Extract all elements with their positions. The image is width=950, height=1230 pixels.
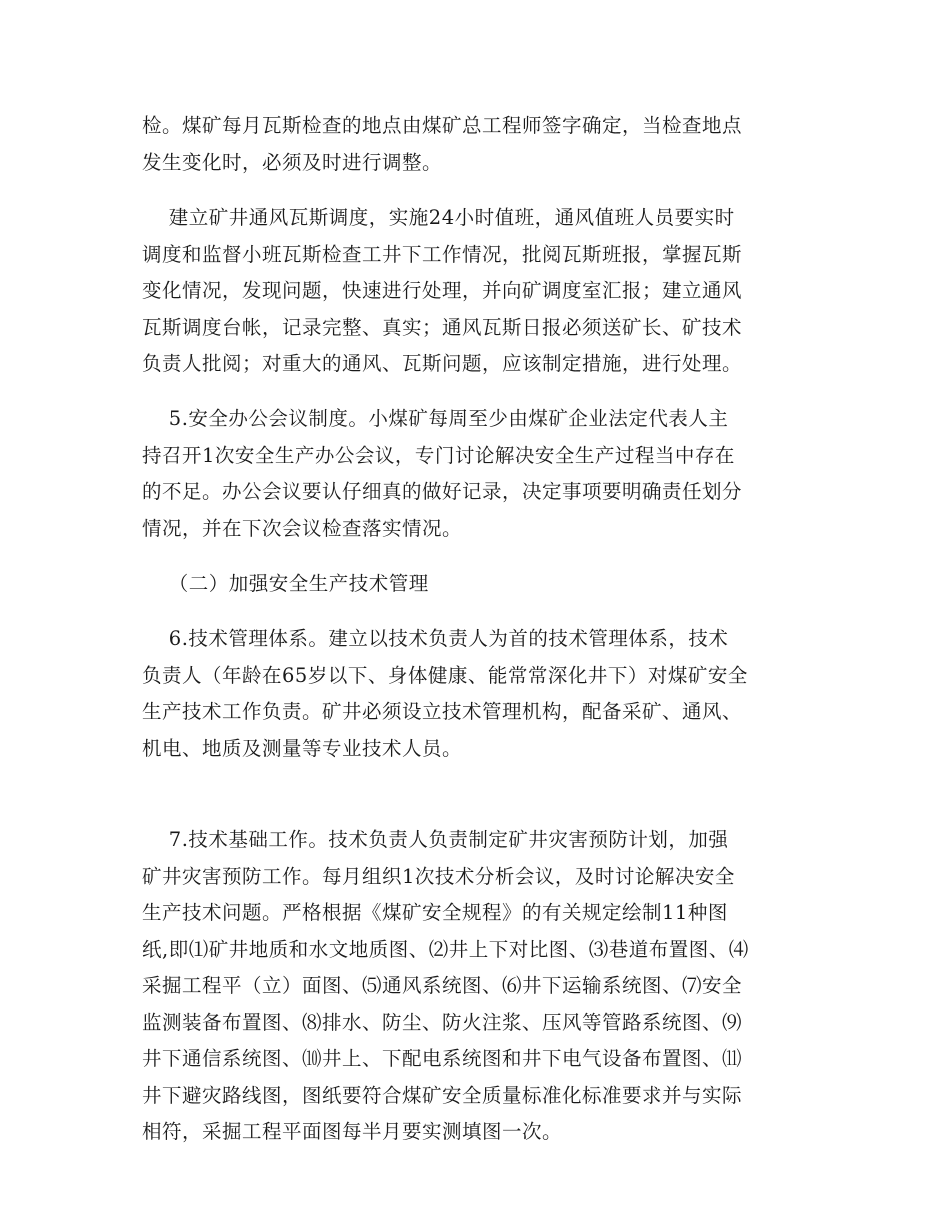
paragraph-ventilation-dispatch: 建立矿井通风瓦斯调度，实施24小时值班，通风值班人员要实时 调度和监督小班瓦斯检查工井下工作情况，批阅瓦斯班报，掌握瓦斯 变化情况，发现问题，快速进行处理，并向矿调度室汇报；建立通风 瓦斯调度台帐，记录完整、真实；通风瓦斯日报必须送矿长、矿技术 负责人批阅；对重大的通风、瓦斯问题，应该制定措施，进行处理。 [142, 206, 743, 375]
paragraph-technical-management-system: 6.技术管理体系。建立以技术负责人为首的技术管理体系，技术 负责人（年龄在65岁以下、身体健康、能常常深化井下）对煤矿安全 生产技术工作负责。矿井必须设立技术管理机构，配备采矿、通风、 机电、地质及测量等专业技术人员。 [142, 627, 748, 760]
paragraph-gas-inspection-location: 检。煤矿每月瓦斯检查的地点由煤矿总工程师签字确定，当检查地点 发生变化时，必须及时进行调整。 [142, 114, 743, 174]
paragraph-technical-basic-work: 7.技术基础工作。技术负责人负责制定矿井灾害预防计划，加强 矿井灾害预防工作。每月组织1次技术分析会议，及时讨论解决安全 生产技术问题。严格根据《煤矿安全规程》的有关规定绘制11种图 纸,即⑴矿井地质和水文地质图、⑵井上下对比图、⑶巷道布置图、⑷ 采掘工程平（立）面图、⑸通风系统图、⑹井下运输系统图、⑺安全 监测装备布置图、⑻排水、防尘、防火注浆、压风等管路系统图、⑼ 井下通信系统图、⑽井上、下配电系统图和井下电气设备布置图、⑾ 井下避灾路线图，图纸要符合煤矿安全质量标准化标准要求并与实际 相符，采掘工程平面图每半月要实测填图一次。 [142, 828, 749, 1143]
paragraph-safety-meeting-system: 5.安全办公会议制度。小煤矿每周至少由煤矿企业法定代表人主 持召开1次安全生产办公会议，专门讨论解决安全生产过程当中存在 的不足。办公会议要认仔细真的做好记录，决定事项要明确责任划分 情况，并在下次会议检查落实情况。 [142, 407, 743, 540]
section-heading-technical-management: （二）加强安全生产技术管理 [142, 572, 429, 595]
